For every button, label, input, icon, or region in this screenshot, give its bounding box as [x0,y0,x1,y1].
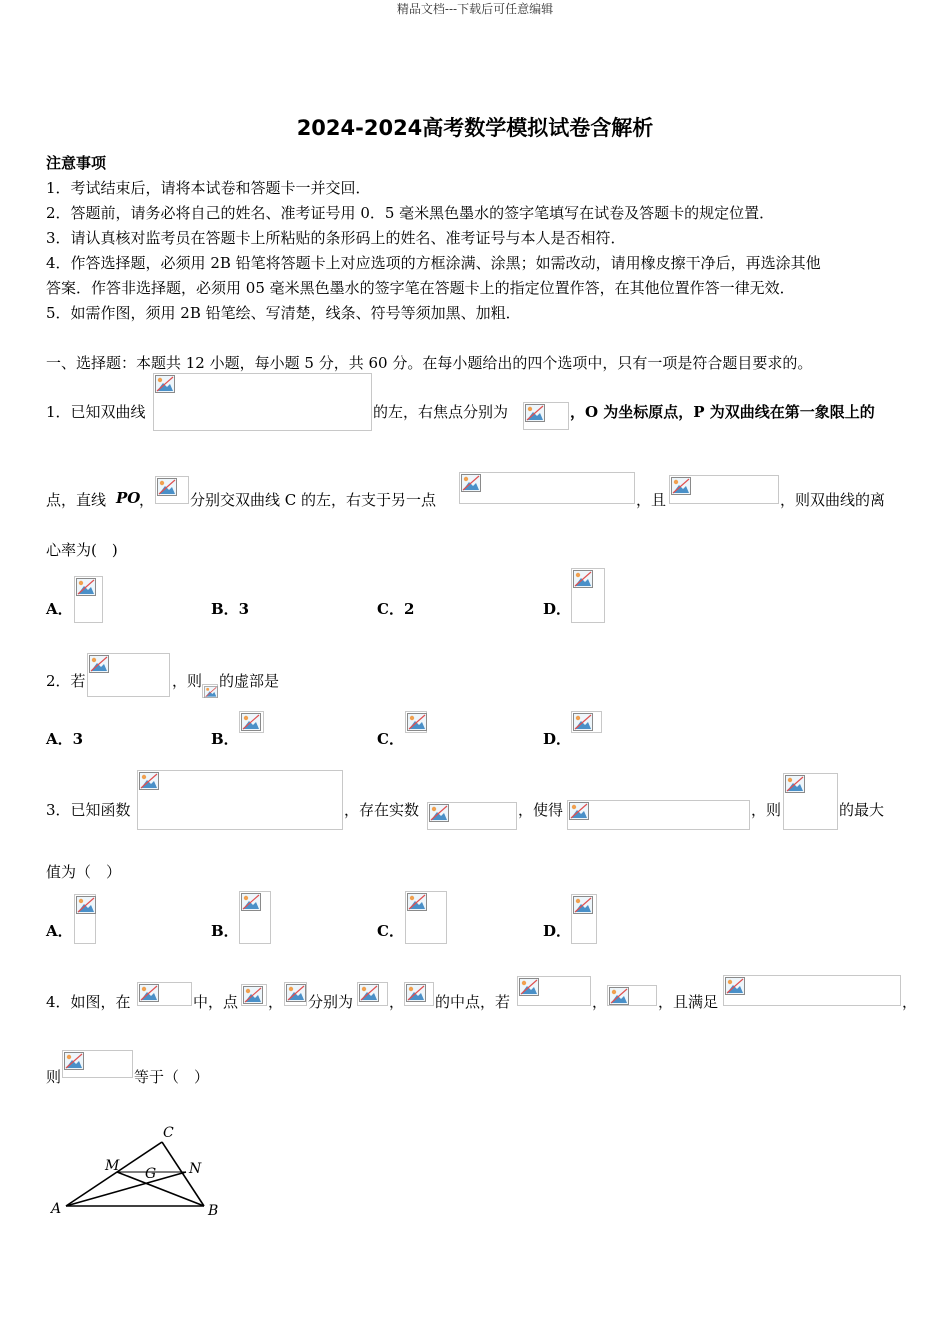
formula-image [241,984,267,1006]
broken-image-icon [573,896,593,914]
q1-text-9: ，则双曲线的离 [780,491,886,509]
formula-image [155,476,189,504]
q3-option-d: D． [543,922,572,940]
broken-image-icon [569,802,589,820]
q4-text-8: ，且满足 [658,993,719,1011]
broken-image-icon [139,984,159,1002]
vertex-label-a: A [51,1201,62,1217]
q4-text-6: 的中点，若 [435,993,511,1011]
broken-image-icon [429,804,449,822]
formula-image [202,684,218,698]
broken-image-icon [725,977,745,995]
broken-image-icon [461,474,481,492]
formula-image [62,1050,133,1078]
q3-option-a: A． [46,922,73,940]
broken-image-icon [89,655,109,673]
q3-option-c: C． [377,922,404,940]
formula-image [74,894,96,944]
broken-image-icon [64,1052,84,1070]
q3-text-3: ，使得 [518,801,564,819]
notice-item: 答案．作答非选择题，必须用 05 毫米黑色墨水的签字笔在答题卡上的指定位置作答，在其他位置作答一律无效． [46,279,795,297]
q4-text-11: 等于（ ） [134,1068,210,1086]
formula-image [517,976,591,1006]
q2-option-c: C． [377,730,404,748]
broken-image-icon [573,713,593,731]
formula-image [459,472,635,504]
q2-option-b: B． [211,730,239,748]
broken-image-icon [204,686,218,698]
q3-text-6: 值为（ ） [46,863,122,881]
q3-option-b: B． [211,922,239,940]
q3-text-2: ，存在实数 [344,801,420,819]
broken-image-icon [609,987,629,1005]
q1-text-2: 的左，右焦点分别为 [373,403,509,421]
broken-image-icon [76,578,96,596]
q4-text-9: ， [902,993,918,1011]
broken-image-icon [671,477,691,495]
formula-image [87,653,170,697]
formula-image [607,985,657,1006]
triangle-figure [46,1120,236,1225]
q2-text-1: 2．若 [46,672,86,690]
formula-image [239,891,271,944]
notice-item: 1．考试结束后，请将本试卷和答题卡一并交回． [46,179,371,197]
formula-image [357,982,388,1006]
broken-image-icon [407,713,427,731]
q1-text-10: 心率为( ) [46,541,118,559]
page-header: 精品文档---下载后可任意编辑 [396,2,554,16]
broken-image-icon [243,986,263,1004]
q2-text-3: 的虚部是 [219,672,280,690]
vertex-label-m: M [105,1158,120,1174]
broken-image-icon [525,404,545,422]
broken-image-icon [157,478,177,496]
q4-text-7: ， [592,993,608,1011]
formula-image [137,982,192,1006]
q1-text-5: PO [116,489,141,507]
q4-text-10: 则 [46,1068,62,1086]
q1-text-4: 点，直线 [46,491,107,509]
formula-image [284,982,307,1006]
q1-text-1: 1．已知双曲线 [46,403,146,421]
broken-image-icon [139,772,159,790]
vertex-label-g: G [145,1166,157,1182]
q1-option-b: B．3 [211,600,250,618]
q4-text-1: 4．如图，在 [46,993,131,1011]
formula-image [153,373,372,431]
formula-image [723,975,901,1006]
broken-image-icon [785,775,805,793]
broken-image-icon [76,896,96,914]
q1-text-3: ，O 为坐标原点，P 为双曲线在第一象限上的 [570,403,875,421]
formula-image [669,475,779,504]
broken-image-icon [241,713,261,731]
formula-image [567,800,750,830]
q1-text-8: ，且 [636,491,667,509]
formula-image [239,711,264,733]
formula-image [783,773,838,830]
q3-text-5: 的最大 [839,801,885,819]
broken-image-icon [519,978,539,996]
formula-image [523,402,569,430]
q2-option-a: A．3 [46,730,84,748]
notice-heading: 注意事项 [46,154,107,172]
vertex-label-b: B [208,1203,219,1219]
q4-text-5: ， [389,993,405,1011]
formula-image [571,711,602,733]
vertex-label-n: N [189,1161,202,1177]
q1-text-7: 分别交双曲线 C 的左，右支于另一点 [190,491,437,509]
formula-image [137,770,343,830]
q2-option-d: D． [543,730,572,748]
q3-text-4: ，则 [751,801,782,819]
q4-text-3: ， [268,993,284,1011]
broken-image-icon [286,984,306,1002]
notice-item: 4．作答选择题，必须用 2B 铅笔将答题卡上对应选项的方框涂满、涂黑；如需改动，请用橡皮擦干净后，再选涂其他 [46,254,821,272]
formula-image [405,711,427,733]
q1-option-d: D． [543,600,572,618]
broken-image-icon [359,984,379,1002]
formula-image [404,982,434,1006]
q1-option-c: C．2 [377,600,415,618]
formula-image [405,891,447,944]
notice-item: 3．请认真核对监考员在答题卡上所粘贴的条形码上的姓名、准考证号与本人是否相符． [46,229,626,247]
q1-option-a: A． [46,600,73,618]
broken-image-icon [241,893,261,911]
formula-image [571,894,597,944]
formula-image [427,802,517,830]
q2-text-2: ，则 [172,672,203,690]
broken-image-icon [155,375,175,393]
broken-image-icon [406,984,426,1002]
notice-item: 2．答题前，请务必将自己的姓名、准考证号用 0．5 毫米黑色墨水的签字笔填写在试卷及答题卡的规定位置． [46,204,775,222]
broken-image-icon [407,893,427,911]
q3-text-1: 3．已知函数 [46,801,131,819]
notice-item: 5．如需作图，须用 2B 铅笔绘、写清楚，线条、符号等须加黑、加粗． [46,304,521,322]
q4-text-2: 中，点 [193,993,239,1011]
document-title: 2024-2024高考数学模拟试卷含解析 [296,116,654,140]
broken-image-icon [573,570,593,588]
formula-image [571,568,605,623]
vertex-label-c: C [163,1125,174,1141]
q4-text-4: 分别为 [308,993,354,1011]
section-heading: 一、选择题：本题共 12 小题，每小题 5 分，共 60 分。在每小题给出的四个选项中，只有一项是符合题目要求的。 [46,354,813,372]
q1-text-6: ， [139,491,155,509]
formula-image [74,576,103,623]
